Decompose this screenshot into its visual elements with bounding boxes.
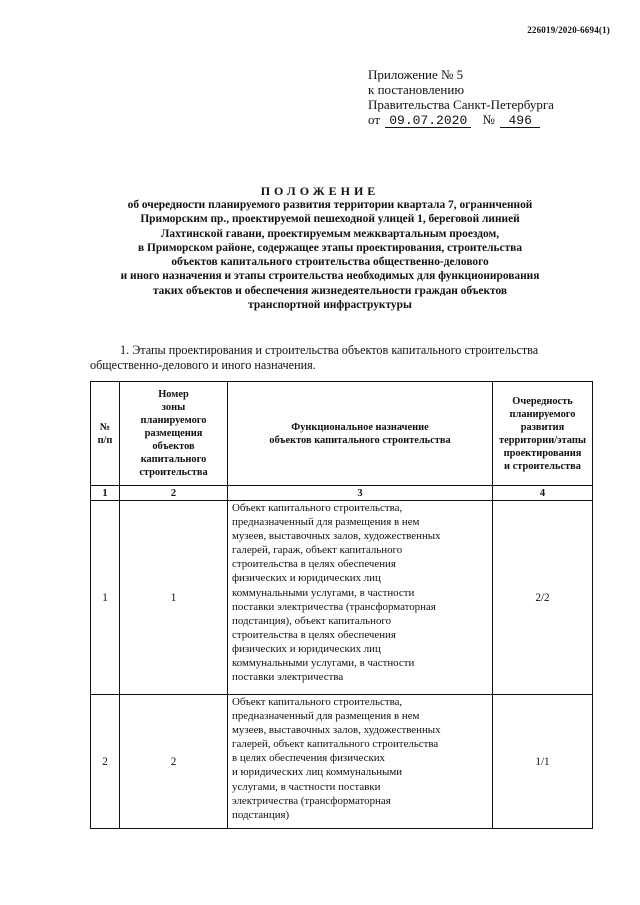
section-line-2: общественно-делового и иного назначения.: [90, 358, 316, 372]
header-row-number: № п/п: [91, 382, 120, 486]
resolution-date: 09.07.2020: [385, 114, 471, 128]
appendix-line-3: Правительства Санкт-Петербурга: [368, 97, 554, 112]
table-row: [91, 501, 593, 695]
header-function: Функциональное назначение объектов капитального строительства: [228, 382, 493, 486]
row-number: 2: [91, 695, 120, 829]
header-zone-number: Номер зоны планируемого размещения объектов капитального строительства: [120, 382, 228, 486]
table-header-row: [91, 382, 593, 486]
appendix-date-line: [368, 112, 554, 128]
function-description: Объект капитального строительства, предназначенный для размещения в нем музеев, выставочных залов, художественных галерей, объект капитального строительства в целях обеспечения физических и юридических лиц коммунальными услугами, в частности поставки электричества (трансформаторная подстанция): [228, 695, 493, 829]
stages-table: [90, 381, 593, 829]
subtitle-line: таких объектов и обеспечения жизнедеятельности граждан объектов: [152, 284, 508, 297]
subtitle-line: Лахтинской гавани, проектируемым межквартальным проездом,: [160, 227, 500, 240]
section-heading: [90, 343, 592, 373]
zone-number: 2: [120, 695, 228, 829]
subtitle-line: в Приморском районе, содержащее этапы проектирования, строительства: [137, 241, 523, 254]
column-index: 2: [120, 486, 228, 501]
section-line-1: 1. Этапы проектирования и строительства объектов капитального строительства: [120, 343, 539, 357]
column-index: 4: [493, 486, 593, 501]
appendix-line-1: Приложение № 5: [368, 67, 464, 82]
document-subtitle: [95, 198, 565, 312]
function-description: Объект капитального строительства, предназначенный для размещения в нем музеев, выставочных залов, художественных галерей, гараж, объект капитального строительства в целях обеспечения физических и юридических лиц коммунальными услугами, в частности поставки электричества (трансформаторная подстанция), объект капитального строительства в целях обеспечения физических и юридических лиц коммунальными услугами, в частности поставки электричества: [228, 501, 493, 695]
appendix-line-2: к постановлению: [368, 82, 465, 97]
column-index-row: [91, 486, 593, 501]
subtitle-line: об очередности планируемого развития территории квартала 7, ограниченной: [127, 199, 533, 211]
subtitle-line: транспортной инфраструктуры: [248, 299, 412, 312]
column-index: 3: [228, 486, 493, 501]
stage-value: 2/2: [493, 501, 593, 695]
zone-number: 1: [120, 501, 228, 695]
column-index: 1: [91, 486, 120, 501]
document-title: ПОЛОЖЕНИЕ: [260, 184, 380, 198]
stage-value: 1/1: [493, 695, 593, 829]
from-label: от: [368, 112, 381, 127]
header-stage: Очередность планируемого развития территории/этапы проектирования и строительства: [493, 382, 593, 486]
document-number: 226019/2020-6694(1): [527, 25, 610, 35]
resolution-number: 496: [500, 114, 540, 128]
subtitle-line: Приморским пр., проектируемой пешеходной улицей 1, береговой линией: [140, 213, 520, 226]
subtitle-line: объектов капитального строительства общественно-делового: [171, 256, 489, 269]
number-label: №: [482, 112, 495, 127]
appendix-block: [368, 67, 554, 128]
subtitle-line: и иного назначения и этапы строительства необходимых для функционирования: [120, 270, 540, 283]
table-row: [91, 695, 593, 829]
row-number: 1: [91, 501, 120, 695]
